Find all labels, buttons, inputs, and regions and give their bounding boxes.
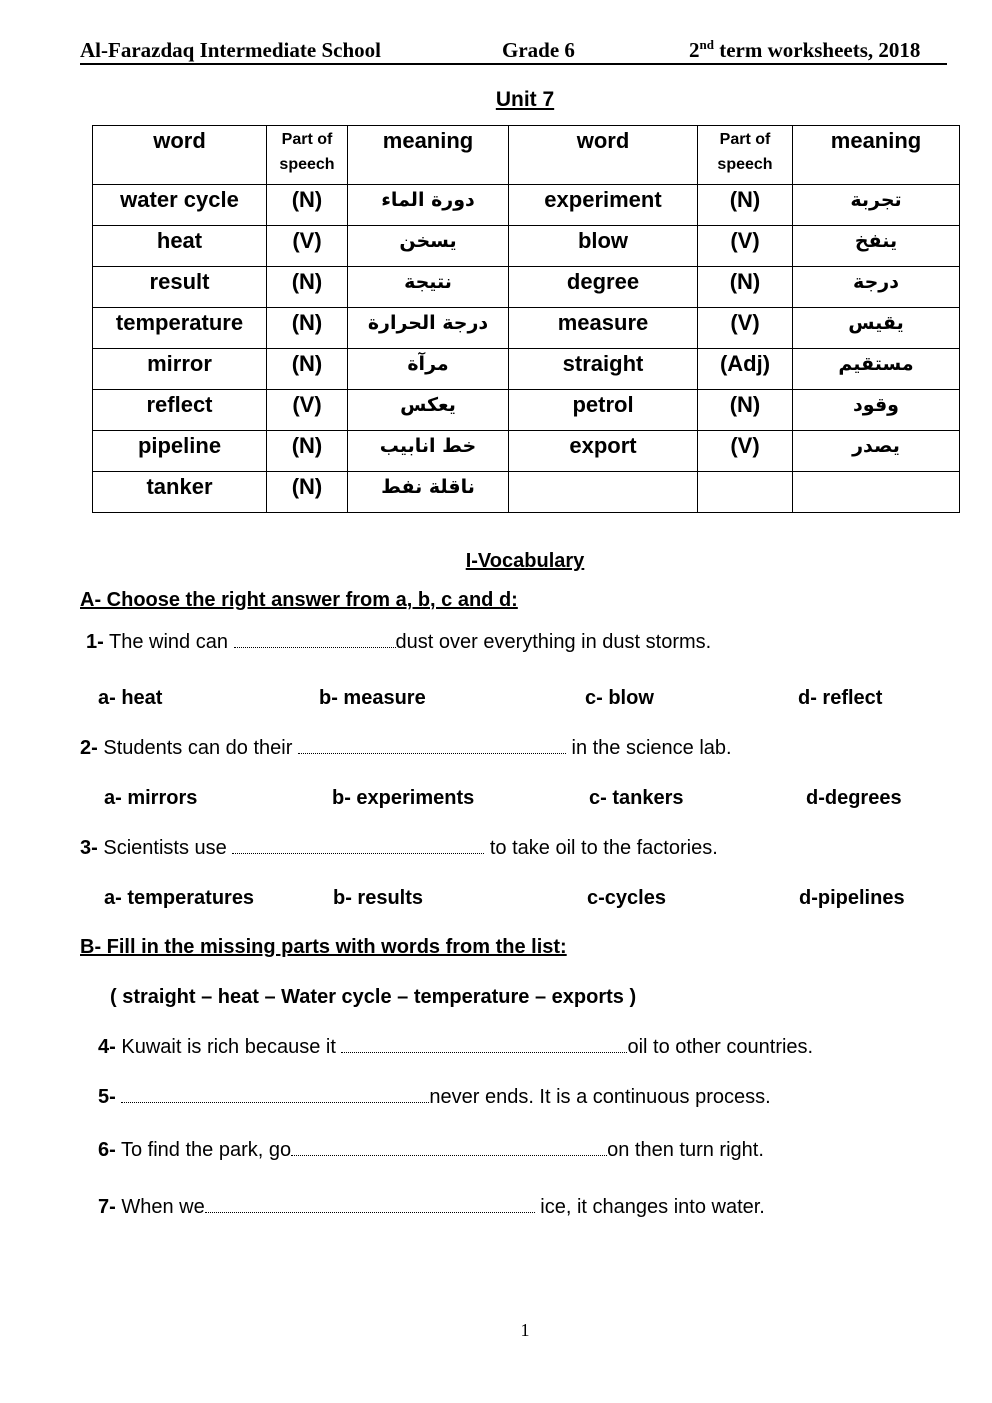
question-text: When we [115,1196,205,1218]
option-d[interactable]: d-pipelines [799,887,905,909]
pos-cell: (V) [698,431,793,472]
question-number: 7- [98,1196,116,1218]
question-text: To find the park, go [115,1139,292,1161]
answer-blank[interactable] [234,633,396,648]
meaning-cell: خط انابيب [348,431,509,472]
pos-cell: (N) [267,308,348,349]
table-row [93,267,960,308]
question-number: 5- [98,1086,116,1108]
school-name: Al-Farazdaq Intermediate School [80,38,381,62]
option-a[interactable]: a- heat [98,687,163,709]
table-row [93,349,960,390]
vocab-table [92,125,960,513]
term-num: 2 [689,38,700,62]
pos-cell: (N) [267,472,348,513]
meaning-cell: درجة [793,267,960,308]
answer-blank[interactable] [205,1198,535,1213]
meaning-cell: ينفخ [793,226,960,267]
header-pos-line2: speech [279,156,335,173]
part-a-heading: A- Choose the right answer from a, b, c and d: [80,589,518,611]
vocab-header-row [93,126,960,185]
header-underline [80,63,947,65]
term-rest: term worksheets, 2018 [713,38,921,62]
option-b[interactable]: b- measure [319,687,426,709]
header-meaning: meaning [348,126,509,185]
word-cell: experiment [509,185,698,226]
table-row [93,472,960,513]
word-cell: petrol [509,390,698,431]
pos-cell: (N) [267,267,348,308]
meaning-cell: مستقيم [793,349,960,390]
question-text: never ends. It is a continuous process. [429,1086,771,1108]
question-4 [98,1036,813,1059]
question-3 [80,837,718,860]
meaning-cell: وقود [793,390,960,431]
word-cell: blow [509,226,698,267]
meaning-cell: دورة الماء [348,185,509,226]
question-number: 1- [86,631,104,653]
table-row [93,431,960,472]
pos-cell: (N) [698,267,793,308]
table-row [93,390,960,431]
question-text: on then turn right. [607,1139,764,1161]
answer-blank[interactable] [291,1141,607,1156]
pos-cell: (N) [698,185,793,226]
question-5 [98,1086,771,1109]
section-title: I-Vocabulary [465,550,585,572]
meaning-cell: ناقلة نفط [348,472,509,513]
term-sup: nd [699,37,714,52]
pos-cell: (N) [267,185,348,226]
option-c[interactable]: c- blow [585,687,654,709]
meaning-cell: تجربة [793,185,960,226]
word-cell: pipeline [93,431,267,472]
part-b-heading: B- Fill in the missing parts with words from the list: [80,936,567,958]
word-cell: measure [509,308,698,349]
header-pos-2-line1: Part of [719,131,771,148]
option-c[interactable]: c-cycles [587,887,666,909]
grade-label: Grade 6 [502,38,575,62]
question-text: in the science lab. [565,737,732,759]
question-text: to take oil to the factories. [484,837,718,859]
word-cell: result [93,267,267,308]
meaning-cell: نتيجة [348,267,509,308]
option-d[interactable]: d-degrees [806,787,902,809]
word-cell: straight [509,349,698,390]
word-cell: export [509,431,698,472]
question-2 [80,737,732,760]
question-text: oil to other countries. [627,1036,814,1058]
pos-cell: (V) [267,390,348,431]
option-b[interactable]: b- results [333,887,424,909]
pos-cell [698,472,793,513]
meaning-cell: يقيس [793,308,960,349]
question-text: dust over everything in dust storms. [395,631,712,653]
pos-cell: (N) [267,431,348,472]
term-label [689,38,920,63]
word-cell: tanker [93,472,267,513]
word-cell: heat [93,226,267,267]
pos-cell: (V) [267,226,348,267]
header-pos-line1: Part of [281,131,333,148]
answer-blank[interactable] [121,1088,429,1103]
header-word: word [93,126,267,185]
word-cell: water cycle [93,185,267,226]
unit-title: Unit 7 [495,88,555,111]
question-number: 4- [98,1036,116,1058]
word-cell: mirror [93,349,267,390]
question-1 [86,631,711,654]
option-a[interactable]: a- mirrors [104,787,198,809]
answer-blank[interactable] [298,739,566,754]
meaning-cell [793,472,960,513]
answer-blank[interactable] [232,839,484,854]
pos-cell: (V) [698,226,793,267]
question-7 [98,1196,765,1219]
table-row [93,185,960,226]
answer-blank[interactable] [341,1038,627,1053]
question-number: 6- [98,1139,116,1161]
option-c[interactable]: c- tankers [589,787,684,809]
question-text: ice, it changes into water. [534,1196,765,1218]
pos-cell: (Adj) [698,349,793,390]
option-b[interactable]: b- experiments [332,787,475,809]
meaning-cell: يصدر [793,431,960,472]
question-text: The wind can [103,631,234,653]
page-number: 1 [520,1320,530,1340]
word-cell: degree [509,267,698,308]
table-row [93,308,960,349]
meaning-cell: درجة الحرارة [348,308,509,349]
word-cell: reflect [93,390,267,431]
pos-cell: (V) [698,308,793,349]
pos-cell: (N) [698,390,793,431]
word-list: ( straight – heat – Water cycle – temperature – exports ) [110,986,637,1008]
question-number: 2- [80,737,98,759]
word-cell: temperature [93,308,267,349]
header-pos [267,126,348,185]
meaning-cell: مرآة [348,349,509,390]
question-text: Students can do their [97,737,298,759]
header-pos-2 [698,126,793,185]
question-text: Kuwait is rich because it [115,1036,342,1058]
header-word-2: word [509,126,698,185]
pos-cell: (N) [267,349,348,390]
word-cell [509,472,698,513]
header-pos-2-line2: speech [717,156,773,173]
question-number: 3- [80,837,98,859]
table-row [93,226,960,267]
question-text: Scientists use [97,837,233,859]
option-a[interactable]: a- temperatures [104,887,255,909]
meaning-cell: يسخن [348,226,509,267]
question-6 [98,1139,764,1162]
header-meaning-2: meaning [793,126,960,185]
option-d[interactable]: d- reflect [798,687,883,709]
meaning-cell: يعكس [348,390,509,431]
